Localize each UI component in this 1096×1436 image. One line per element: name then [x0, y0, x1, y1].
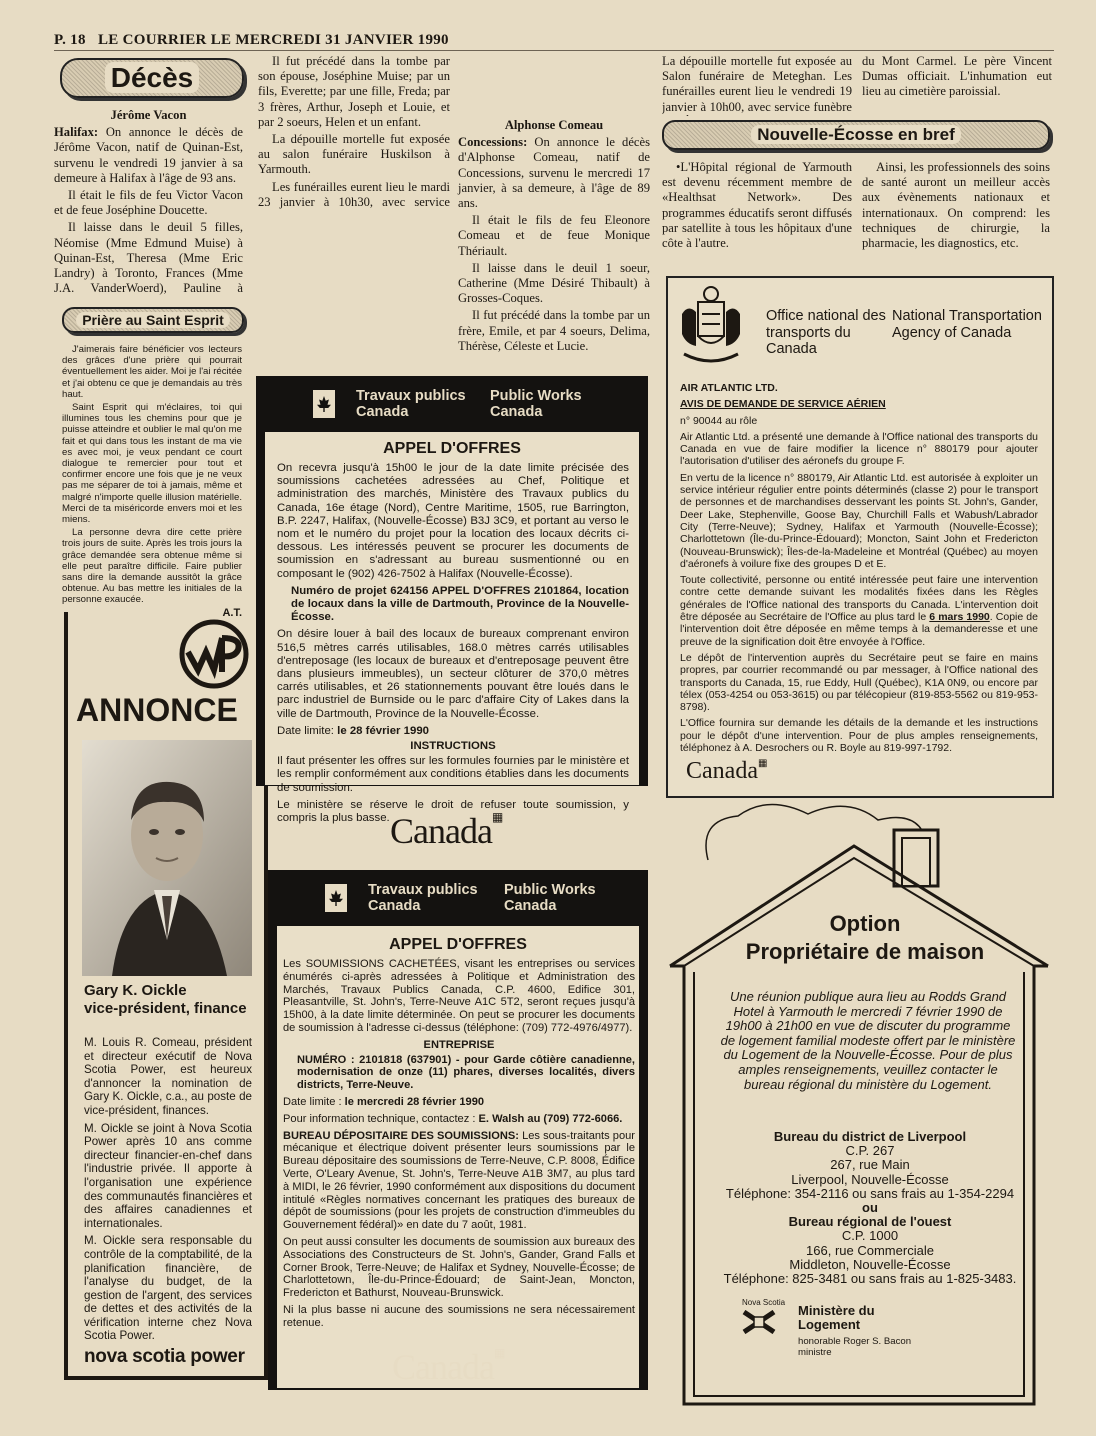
page-header: [54, 32, 554, 49]
deces-heading: Décès: [60, 58, 244, 98]
tender-ad-2: [268, 870, 648, 1390]
person-name: Gary K. Oickle: [84, 982, 187, 999]
priere-text: J'aimerais faire bénéficier vos lecteurs des grâces d'une prière qui pourrait éventuellement les aider. Moi je l'ai récitée et j'ai obtenu ce que je demandais au très haut. Saint Esprit qui m'éclaires, toi qui illumines tous les chemins pour que je puisse atteindre et oublier le mal qu'on me fait et qui dans tous les instant de ma vie es avec moi, je veux pendant ce court dialogue te remercier pour tout et confirmer encore une fois que je ne veux pas me séparer de toi à jamais, même et malgré n'importe quelle illusion matérielle. Merci de ta miséricorde envers moi et les miens. La personne devra dire cette prière trois jours de suite. Après les trois jours la grâce demandée sera obtenue même si elle peut paraître difficile. Faire publier sans dire la demande aussitôt la grâce obtenue. Au bas mettre les initiales de la personne exaucée. A.T.: [62, 344, 242, 619]
annonce-body: M. Louis R. Comeau, président et directeur exécutif de Nova Scotia Power, est heureux d'annoncer la nomination de Gary K. Oickle, c.a., au poste de vice-président, finances. M. Oickle se joint à Nova Scotia Power après 10 ans comme directeur financier-en-chef dans l'industrie privée. Il apporte à l'organisation une expérience des communautés financières et des affaires canadiennes et internationales. M. Oickle sera responsable du contrôle de la comptabilité, de la planification financière, de l'analyse du budget, de la gestion de l'argent, des services de dettes et des activités de la vérification interne chez Nova Scotia Power.: [84, 1036, 252, 1343]
obituary-alphonse-comeau-tail: du Mont Carmel. Le père Vincent Dumas officiait. L'inhumation eut lieu au cimetière paroissial.: [862, 54, 1052, 99]
priere-heading: Prière au Saint Esprit: [62, 307, 244, 333]
ns-bref-col2: Ainsi, les professionnels des soins de santé auront un meilleur accès aux évènements nationaux et internationaux. On comprend: les techniques de chirurgie, la pharmacie, les diagnostics, etc.: [862, 160, 1050, 251]
obituary-name: Jérôme Vacon: [110, 108, 187, 122]
portrait-photo: [82, 740, 252, 976]
ns-flag-icon: [742, 1310, 776, 1334]
canada-wordmark: Canada▦: [392, 1346, 506, 1387]
nta-english-name: National Transportation Agency of Canada: [892, 308, 1042, 341]
nta-notice: [666, 276, 1054, 798]
canada-flag-icon: [302, 390, 346, 418]
tender1-title: APPEL D'OFFRES: [383, 440, 521, 457]
canada-wordmark: Canada▦: [390, 810, 504, 851]
public-works-band: Travaux publics Canada Public Works Canada: [256, 376, 648, 432]
annonce-title: ANNONCE: [76, 692, 238, 728]
obituary-alphonse-comeau-end: La dépouille mortelle fut exposée au Salon funéraire de Meteghan. Les funérailles eurent lieu le vendredi 19 janvier à 10h00, avec service funèbre: [662, 54, 852, 114]
obituary-continued: Il fut précédé dans la tombe par son épouse, Joséphine Muise; par un fils, Everette; par une fille, Freda; par 3 frères, Arthur, Joseph et Louie, et par 2 soeurs, Helen et un enfant. La dépouille mortelle fut exposée au salon funéraire Huskilson à Yarmouth. Les funérailles eurent lieu le mardi 23 janvier à 10h30, avec service: [258, 54, 450, 209]
coat-of-arms-icon: [678, 284, 744, 368]
ns-bref-col1: •L'Hôpital régional de Yarmouth est devenu récemment membre de «Healthsat Network». Des programmes éducatifs seront diffusés par satellite à tous les hôpitaux d'une côte à l'autre.: [662, 160, 852, 251]
ns-housing-ministry: Nova Scotia Ministère du Logement honorable Roger S. Bacon ministre: [742, 1298, 942, 1307]
priere-signature: A.T.: [222, 606, 242, 619]
tender1-body: On recevra jusqu'à 15h00 le jour de la date limite précisée des soumissions cachetées adressées au Chef, Politique et administration des marchés, Ministère des Travaux publics du Canada, 16e étage (Nord), Centre Maritime, 1505, rue Barrington, B.P. 2247, Halifax, (Nouvelle-Écosse) B3J 3C9, et portant au verso le nom et le numéro du projet pour la location des locaux décrits ci-dessous. Les intéressés peuvent se procurer les documents de soumission en s'adressant au bureau susmentionné ou en composant le (902) 426-7502 à Halifax (Nouvelle-Écosse). Numéro de projet 624156 APPEL D'OFFRES 2101864, location de locaux dans la ville de Dartmouth, Province de la Nouvelle-Écosse. On désire louer à bail des locaux de bureaux comprenant environ 516,5 mètres carrés utilisables, 168.0 mètres carrés utilisables d'entreposage (les locaux de bureaux et d'entreposage peuvent être dans plusieurs immeubles), un secteur clôturer de 370,0 mètres carrés utilisables, et 26 stationnements pouvant être loués dans le parc industriel de Burnside ou le parc d'affaire City of Lakes dans la ville de Dartmouth, Province de la Nouvelle-Écosse. Date limite: le 28 février 1990 INSTRUCTIONS Il faut présenter les offres sur les formules fournies par le ministère et les remplir conformément aux conditions établies dans les documents de soumission. Le ministère se réserve le droit de refuser toute soumission, y compris la plus basse.: [277, 462, 629, 825]
canada-flag-icon: [314, 884, 358, 912]
obituary-paragraph: Halifax: On annonce le décès de Jérôme Vacon, natif de Quinan-Est, survenu le vendredi 19 janvier à sa demeure à Halifax à l'âge de 93 ans.: [54, 125, 243, 185]
page-number: P. 18: [54, 32, 86, 48]
canada-wordmark: Canada▦: [686, 758, 768, 784]
obituary-name: Alphonse Comeau: [504, 118, 604, 132]
obituary-paragraph: Il était le fils de feu Victor Vacon et de feue Joséphine Doucette.: [54, 188, 243, 218]
obituary-alphonse-comeau: Alphonse Comeau Concessions: On annonce le décès d'Alphonse Comeau, natif de Concessions, survenu le mercredi 17 janvier, à sa demeure, à l'âge de 89 ans. Il était le fils de feu Eleonore Comeau et de feue Monique Thériault. Il laisse dans le deuil 1 soeur, Catherine (Mme Désiré Thibault) à Grosses-Coques. Il fut précédé dans la tombe par un frère, Emile, et par 4 soeurs, Delima, Thérèse, Céleste et Lucie.: [458, 118, 650, 353]
person-title: vice-président, finance: [84, 1000, 247, 1017]
tender2-body: Les SOUMISSIONS CACHETÉES, visant les entreprises ou services énumérés ci-après adressées à Politique et Administration des Marchés, Travaux Publics Canada, C.P. 4600, Edifice 301, Pleasantville, St. John's, Terre-Neuve A1C 5T2, seront reçues jusqu'à 15h00, à la date limite déterminée. On peut se procurer les documents de soumission à l'adresse ci-dessus (téléphone: (709) 772-4976/4977). ENTREPRISE NUMÉRO : 2101818 (637901) - pour Garde côtière canadienne, modernisation de onze (11) phares, diverses localités, divers districts, Terre-Neuve. Date limite : le mercredi 28 février 1990 Pour information technique, contactez : E. Walsh au (709) 772-6066. BUREAU DÉPOSITAIRE DES SOUMISSIONS: Les sous-traitants pour mécanique et électrique doivent présenter leurs soumissions par le Bureau dépositaire des soumissions de Terre-Neuve, C.P. 8008, Édifice Verte, O'Leary Avenue, St. John's, Terre-Neuve A1B 3M7, au plus tard à MIDI, le 26 février, 1990 conformément aux dispositions du document intitulé «Règles normatives concernant les pratiques des bureaux de dépôt de soumissions (pour les projets de construction d'immeubles du Gouvernement fédéral)» en date du 7 août, 1981. On peut aussi consulter les documents de soumission aux bureaux des Associations des Constructeurs de St. John's, Gander, Grand Falls et Corner Brook, Terre-Neuve; de Halifax et Sydney, Nouvelle-Écosse; de Charlottetown, Île-du-Prince-Édouard; de Saint-Jean, Moncton, Fredericton et Bathurst, Nouveau-Brunswick. Ni la plus basse ni aucune des soumissions ne sera nécessairement retenue.: [283, 958, 635, 1329]
nta-notice-body: AIR ATLANTIC LTD. AVIS DE DEMANDE DE SERVICE AÉRIEN n° 90044 au rôle Air Atlantic Ltd. a présenté une demande à l'Office national des transports du Canada en vue de faire modifier la licence n° 880179 pour ajouter l'autorisation d'utiliser des aéronefs du groupe F. En vertu de la licence n° 880179, Air Atlantic Ltd. est autorisée à exploiter un service intérieur régulier entre points déterminés (classe 2) pour le transport de personnes et de marchandises desservant les points St. John's, Gander, Deer Lake, Stephenville, Goose Bay, Churchill Falls et Wabush/Labrador City (Terre-Neuve); Sydney, Halifax et Yarmouth (Nouvelle-Écosse); Charlottetown (Île-du-Prince-Édouard); Moncton, Saint John et Fredericton (Nouveau-Brunswick); Îles-de-la-Madeleine et Montréal (Québec) au moyen d'aéronefs à voilure fixe des groupes D et E. Toute collectivité, personne ou entité intéressée peut faire une intervention contre cette demande suivant les modalités fixées dans les Règles générales de l'Office national des transports du Canada. L'intervention doit être déposée au Secrétaire de l'Office au plus tard le 6 mars 1990. Copie de l'intervention doit être déposée en même temps à la demanderesse et une preuve de la signification doit être envoyée à l'Office. Le dépôt de l'intervention auprès du Secrétaire peut se faire en mains propres, par courrier recommandé ou par messager, à l'Office national des transports du Canada, 15, rue Eddy, Hull (Québec), K1A 0N9, ou encore par télex (053-4254 ou 053-3615) ou par télécopieur (819-853-5562 ou 819-953-8798). L'Office fournira sur demande les détails de la demande et les instructions pour le dépôt d'une intervention. Pour de plus amples renseignements, téléphonez à A. Desrochers ou R. Boyle au 819-997-1792.: [680, 382, 1038, 755]
newspaper-title: LE COURRIER LE MERCREDI 31 JANVIER 1990: [97, 32, 449, 48]
option-title: Option Propriétaire de maison: [745, 911, 985, 964]
public-works-band: Travaux publics Canada Public Works Canada: [268, 870, 648, 926]
ns-label: Nova Scotia: [742, 1298, 786, 1307]
obituary-paragraph: Il laisse dans le deuil 5 filles, Néomise (Mme Edmund Muise) à Quinan-Est, Theresa (Mme Eric Landry) à Toronto, Frances (Mme J.A. VanderWoerd), Pauline à: [54, 220, 243, 296]
option-body: Une réunion publique aura lieu au Rodds Grand Hotel à Yarmouth le mercredi 7 février 1990 de 19h00 à 21h00 en vue de discuter du programme de logement familial modeste offert par le ministère du Logement de la Nouvelle-Écosse. Pour de plus amples renseignements, veuillez contacter le bureau régional du ministère du Logement.: [720, 989, 1016, 1092]
option-offices: Bureau du district de Liverpool C.P. 267 267, rue Main Liverpool, Nouvelle-Écosse Téléphone: 354-2116 ou sans frais au 1-354-2294 ou Bureau régional de l'ouest C.P. 1000 166, rue Commerciale Middleton, Nouvelle-Écosse Téléphone: 825-3481 ou sans frais au 1-825-3483.: [723, 1129, 1017, 1287]
annonce-ad: [64, 612, 268, 1380]
ns-bref-heading: Nouvelle-Écosse en bref: [662, 120, 1050, 150]
tender2-title: APPEL D'OFFRES: [389, 936, 527, 953]
nova-scotia-power-wordmark: nova scotia power: [84, 1346, 245, 1367]
nta-french-name: Office national des transports du Canada: [766, 308, 886, 358]
tender-ad-1: [256, 376, 648, 862]
nova-scotia-power-logo-icon: [168, 612, 264, 692]
obituary-jerome-vacon: [54, 108, 243, 297]
